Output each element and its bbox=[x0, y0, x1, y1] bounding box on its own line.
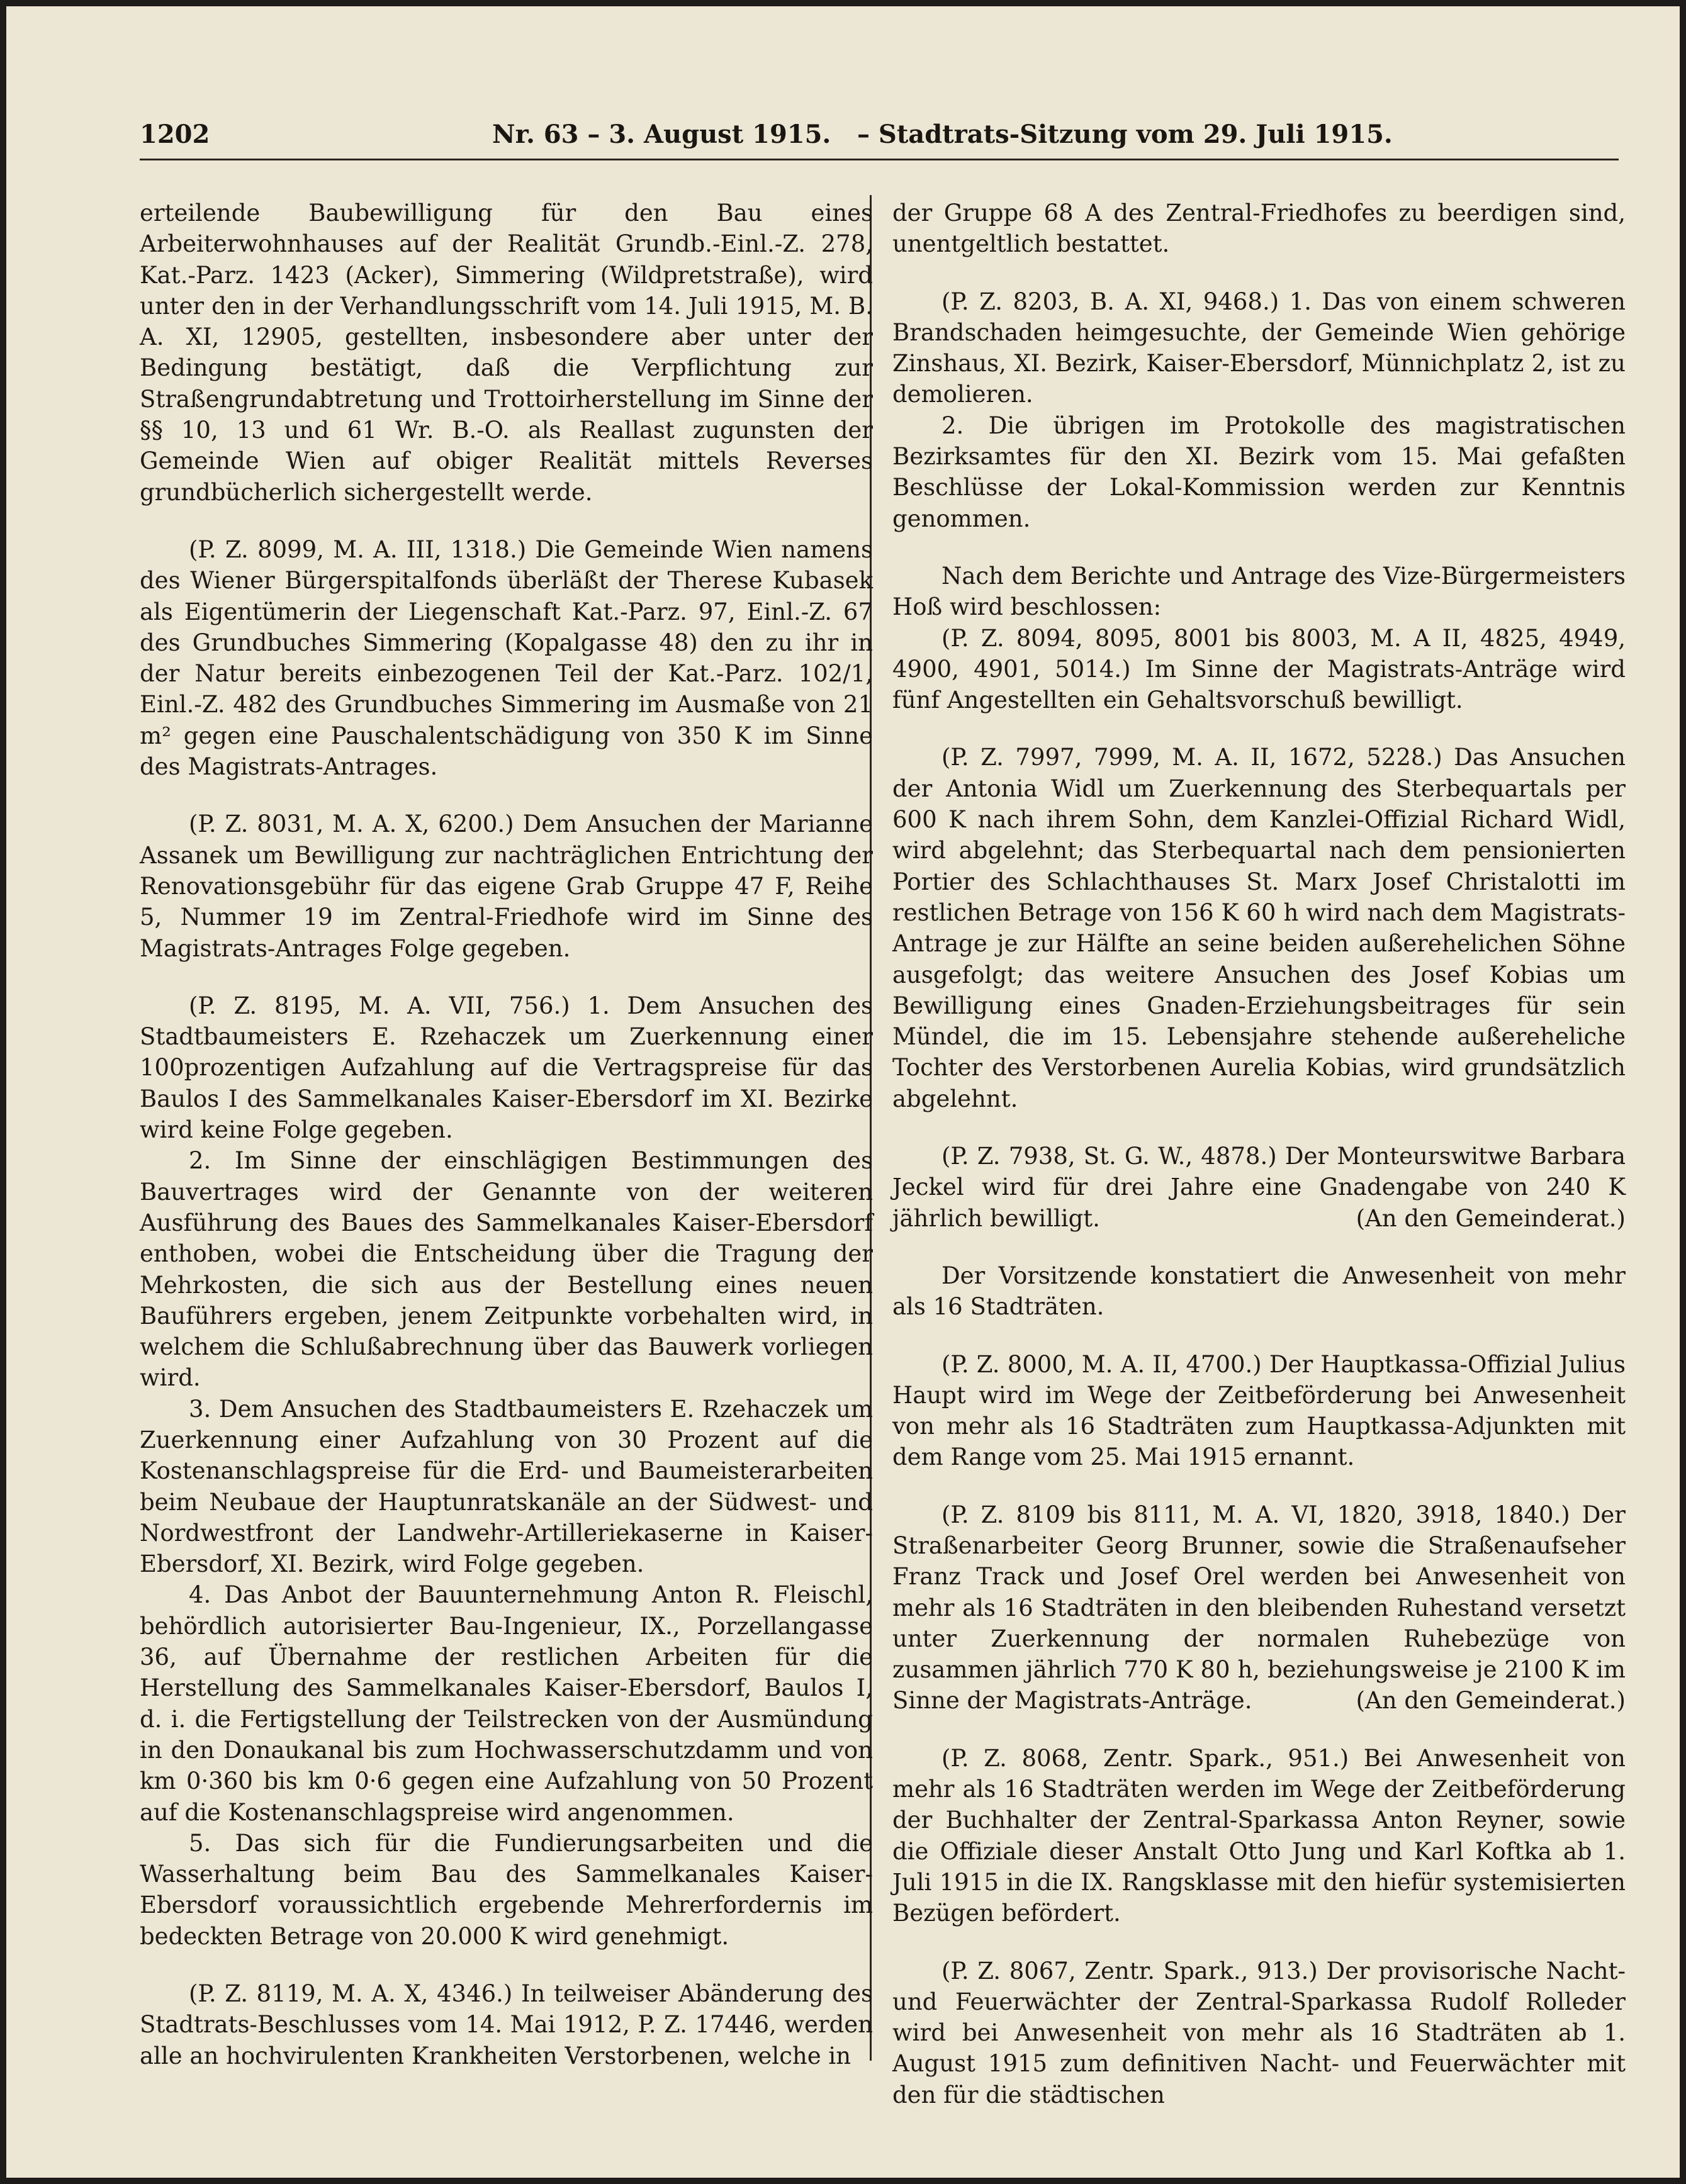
issue-info: Nr. 63 – 3. August 1915. bbox=[492, 120, 831, 149]
paragraph-burial-resolution: (P. Z. 8119, M. A. X, 4346.) In teilweiser Abänderung des Stadtrats-Beschlusses vom 14. Mai 1912, P. Z. 17446, werden alle an hochvirulenten Krankheiten Verstorbenen, welche in bbox=[140, 1980, 873, 2069]
paragraph-rolleder: (P. Z. 8067, Zentr. Spark., 913.) Der provisorische Nacht- und Feuerwächter der Zentral-Sparkassa Rudolf Rolleder wird bei Anwesenheit von mehr als 16 Stadträten ab 1. August 1915 zum definitiven Nacht- und Feuerwächter mit den für die städtischen bbox=[892, 1957, 1626, 2108]
paragraph-burial-continued: der Gruppe 68 A des Zentral-Friedhofes zu beerdigen sind, unentgeltlich bestattet. bbox=[892, 199, 1626, 258]
paragraph-kubasek: (P. Z. 8099, M. A. III, 1318.) Die Gemeinde Wien namens des Wiener Bürgerspitalfonds überläßt der Therese Kubasek als Eigentümerin der Liegenschaft Kat.-Parz. 97, Einl.-Z. 67 des Grundbuches Simmering (Kopalgasse 48) den zu ihr in der Natur bereits einbezogenen Teil der Kat.-Parz. 102/1, Einl.-Z. 482 des Grundbuches Simmering im Ausmaße von 21 m² gegen eine Pauschalentschädigung von 350 K im Sinne des Magistrats-Antrages. bbox=[140, 535, 873, 781]
paragraph-demolition-2: 2. Die übrigen im Protokolle des magistratischen Bezirksamtes für den XI. Bezirk vom 15. Mai gefaßten Beschlüsse der Lokal-Kommission werden zur Kenntnis genommen. bbox=[892, 412, 1626, 532]
paragraph-chairman: Der Vorsitzende konstatiert die Anwesenheit von mehr als 16 Stadträten. bbox=[892, 1262, 1626, 1321]
paragraph-rzehaczek-2: 2. Im Sinne der einschlägigen Bestimmungen des Bauvertrages wird der Genannte von der weiteren Ausführung des Baues des Sammelkanales Kaiser-Ebersdorf enthoben, wobei die Entscheidung über die Tragung der Mehrkosten, die sich aus der Bestellung eines neuen Bauführers ergeben, jenem Zeitpunkte vorbehalten wird, in welchem die Schlußabrechnung über das Bauwerk vorliegen wird. bbox=[140, 1147, 873, 1392]
left-column bbox=[140, 198, 873, 2071]
paragraph-haupt: (P. Z. 8000, M. A. II, 4700.) Der Hauptkassa-Offizial Julius Haupt wird im Wege der Zeitbeförderung bei Anwesenheit von mehr als 16 Stadträten zum Hauptkassa-Adjunkten mit dem Range vom 25. Mai 1915 ernannt. bbox=[892, 1350, 1626, 1471]
page-number: 1202 bbox=[140, 120, 210, 149]
paragraph-demolition-1: (P. Z. 8203, B. A. XI, 9468.) 1. Das von einem schweren Brandschaden heimgesuchte, der Gemeinde Wien gehörige Zinshaus, XI. Bezirk, Kaiser-Ebersdorf, Münnichplatz 2, ist zu demolieren. bbox=[892, 288, 1626, 408]
paragraph-rzehaczek-1: (P. Z. 8195, M. A. VII, 756.) 1. Dem Ansuchen des Stadtbaumeisters E. Rzehaczek um Zuerkennung einer 100prozentigen Aufzahlung auf die Vertragspreise für das Baulos I des Sammelkanales Kaiser-Ebersdorf im XI. Bezirke wird keine Folge gegeben. bbox=[140, 992, 873, 1144]
page-header bbox=[140, 120, 1600, 157]
paragraph-rzehaczek-3: 3. Dem Ansuchen des Stadtbaumeisters E. Rzehaczek um Zuerkennung einer Aufzahlung von 30 Prozent auf die Kostenanschlagspreise für die Erd- und Baumeisterarbeiten beim Neubaue der Hauptunratskanäle an der Südwest- und Nordwestfront der Landwehr-Artilleriekaserne in Kaiser-Ebersdorf, XI. Bezirk, wird Folge gegeben. bbox=[140, 1395, 873, 1578]
paragraph-jeckel: (P. Z. 7938, St. G. W., 4878.) Der Monteurswitwe Barbara Jeckel wird für drei Jahre eine Gnadengabe von 240 K jährlich bewilligt. bbox=[892, 1143, 1626, 1232]
paragraph-widl: (P. Z. 7997, 7999, M. A. II, 1672, 5228.) Das Ansuchen der Antonia Widl um Zuerkennung des Sterbequartals per 600 K nach ihrem Sohn, dem Kanzlei-Offizial Richard Widl, wird abgelehnt; das Sterbequartal nach dem pensionierten Portier des Schlachthauses St. Marx Josef Christalotti im restlichen Betrage von 156 K 60 h wird nach dem Magistrats-Antrage je zur Hälfte an seine beiden außerehelichen Söhne ausgefolgt; das weitere Ansuchen des Josef Kobias um Bewilligung eines Gnaden-Erziehungsbeitrages für sein Mündel, die im 15. Lebensjahre stehende außereheliche Tochter des Verstorbenen Aurelia Kobias, wird grundsätzlich abgelehnt. bbox=[892, 744, 1626, 1112]
paragraph-salary-advance: (P. Z. 8094, 8095, 8001 bis 8003, M. A II, 4825, 4949, 4900, 4901, 5014.) Im Sinne der Magistrats-Anträge wird fünf Angestellten ein Gehaltsvorschuß bewilligt. bbox=[892, 624, 1626, 714]
paragraph-vice-mayor-report: Nach dem Berichte und Antrage des Vize-Bürgermeisters Hoß wird beschlossen: bbox=[892, 562, 1626, 621]
paragraph-building-permit: erteilende Baubewilligung für den Bau eines Arbeiterwohnhauses auf der Realität Grundb.-Einl.-Z. 278, Kat.-Parz. 1423 (Acker), Simmering (Wildpretstraße), wird unter den in der Verhandlungsschrift vom 14. Juli 1915, M. B. A. XI, 12905, gestellten, insbesondere aber unter der Bedingung bestätigt, daß die Verpflichtung zur Straßengrundabtretung und Trottoirherstellung im Sinne der §§ 10, 13 und 61 Wr. B.-O. als Reallast zugunsten der Gemeinde Wien auf obiger Realität mittels Reverses grundbücherlich sichergestellt werde. bbox=[140, 199, 873, 506]
council-referral-note: (An den Gemeinderat.) bbox=[1356, 1204, 1626, 1232]
paragraph-brunner: (P. Z. 8109 bis 8111, M. A. VI, 1820, 3918, 1840.) Der Straßenarbeiter Georg Brunner, sowie die Straßenaufseher Franz Track und Josef Orel werden bei Anwesenheit von mehr als 16 Stadträten in den bleibenden Ruhestand versetzt unter Zuerkennung der normalen Ruhebezüge von zusammen jährlich 770 K 80 h, beziehungsweise je 2100 K im Sinne der Magistrats-Anträge. bbox=[892, 1501, 1626, 1715]
right-column bbox=[892, 198, 1626, 2110]
paragraph-funding-5: 5. Das sich für die Fundierungsarbeiten und die Wasserhaltung beim Bau des Sammelkanales Kaiser-Ebersdorf voraussichtlich ergebende Mehrerfordernis im bedeckten Betrage von 20.000 K wird genehmigt. bbox=[140, 1829, 873, 1950]
session-title: – Stadtrats-Sitzung vom 29. Juli 1915. bbox=[857, 120, 1393, 149]
paragraph-reyner: (P. Z. 8068, Zentr. Spark., 951.) Bei Anwesenheit von mehr als 16 Stadträten werden im Wege der Zeitbeförderung der Buchhalter der Zentral-Sparkassa Anton Reyner, sowie die Offiziale dieser Anstalt Otto Jung und Karl Koftka ab 1. Juli 1915 in die IX. Rangsklasse mit den hiefür systemisierten Bezügen befördert. bbox=[892, 1744, 1626, 1927]
paragraph-fleischl-4: 4. Das Anbot der Bauunternehmung Anton R. Fleischl, behördlich autorisierter Bau-Ingenieur, IX., Porzellangasse 36, auf Übernahme der restlichen Arbeiten für die Herstellung des Sammelkanales Kaiser-Ebersdorf, Baulos I, d. i. die Fertigstellung der Teilstrecken von der Ausmündung in den Donaukanal bis zum Hochwasserschutzdamm und von km 0·360 bis km 0·6 gegen eine Aufzahlung von 50 Prozent auf die Kostenanschlagspreise wird angenommen. bbox=[140, 1581, 873, 1826]
council-referral-note-2: (An den Gemeinderat.) bbox=[1356, 1687, 1626, 1715]
paragraph-assanek: (P. Z. 8031, M. A. X, 6200.) Dem Ansuchen der Marianne Assanek um Bewilligung zur nachträglichen Entrichtung der Renovationsgebühr für das eigene Grab Gruppe 47 F, Reihe 5, Nummer 19 im Zentral-Friedhofe wird im Sinne des Magistrats-Antrages Folge gegeben. bbox=[140, 810, 873, 962]
header-rule bbox=[140, 159, 1619, 160]
